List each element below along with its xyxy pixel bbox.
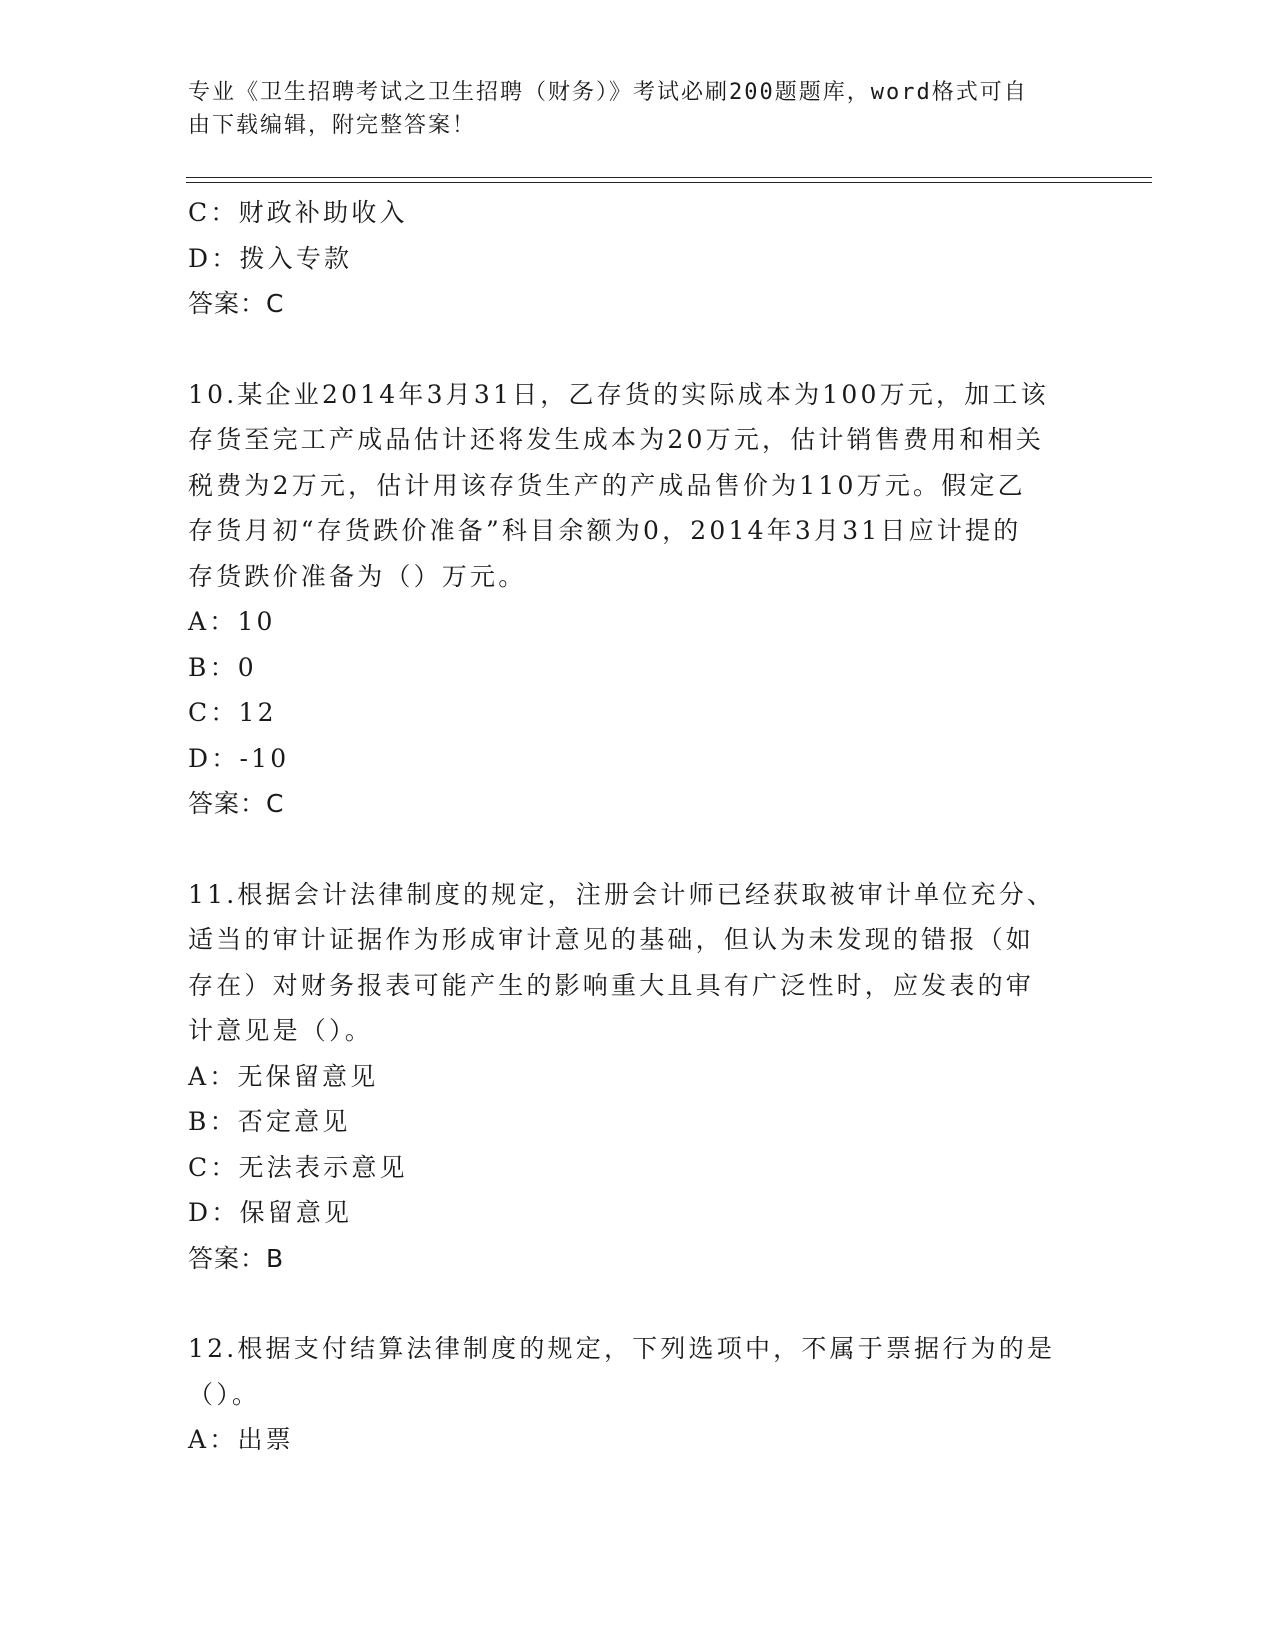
question-text-line: 12.根据支付结算法律制度的规定，下列选项中，不属于票据行为的是	[188, 1334, 1056, 1363]
document-header	[188, 76, 1068, 142]
header-rule-bottom	[186, 182, 1152, 183]
answer-line: 答案：C	[188, 289, 285, 318]
question-text-line: 存货月初“存货跌价准备”科目余额为0，2014年3月31日应计提的	[188, 516, 1022, 545]
question-11	[188, 872, 1088, 1282]
option-b: B：0	[188, 652, 257, 682]
header-line-1: 专业《卫生招聘考试之卫生招聘（财务）》考试必刷200题题库，word格式可自	[188, 80, 1028, 105]
option-c: C：无法表示意见	[188, 1152, 408, 1182]
question-9-tail	[188, 190, 1088, 327]
option-d: D：拨入专款	[188, 243, 353, 273]
header-line-2: 由下载编辑，附完整答案！	[188, 113, 477, 138]
question-text-line: （）。	[188, 1379, 261, 1409]
question-text-line: 存在）对财务报表可能产生的影响重大且具有广泛性时，应发表的审	[188, 970, 1035, 1000]
header-rule-top	[186, 177, 1152, 178]
question-text-line: 11.根据会计法律制度的规定，注册会计师已经获取被审计单位充分、	[188, 879, 1056, 909]
question-text-line: 税费为2万元，估计用该存货生产的产成品售价为110万元。假定乙	[188, 470, 1026, 500]
option-d: D：-10	[188, 743, 290, 773]
option-c: C：财政补助收入	[188, 198, 408, 227]
question-text-line: 计意见是（）。	[188, 1016, 373, 1045]
spacer	[188, 1281, 1088, 1326]
spacer	[188, 327, 1088, 372]
question-12	[188, 1326, 1088, 1463]
question-text-line: 适当的审计证据作为形成审计意见的基础，但认为未发现的错报（如	[188, 925, 1035, 954]
answer-line: 答案：B	[188, 1243, 285, 1273]
question-text-line: 存货至完工产成品估计还将发生成本为20万元，估计销售费用和相关	[188, 425, 1045, 454]
option-a: A：出票	[188, 1425, 294, 1454]
question-text-line: 存货跌价准备为（）万元。	[188, 561, 527, 591]
option-a: A：10	[188, 607, 276, 636]
option-b: B：否定意见	[188, 1107, 351, 1136]
option-d: D：保留意见	[188, 1198, 353, 1227]
question-10	[188, 372, 1088, 827]
option-a: A：无保留意见	[188, 1061, 379, 1091]
document-body	[188, 190, 1088, 1463]
question-text-line: 10.某企业2014年3月31日，乙存货的实际成本为100万元，加工该	[188, 379, 1049, 409]
spacer	[188, 827, 1088, 872]
option-c: C：12	[188, 698, 277, 727]
answer-line: 答案：C	[188, 789, 285, 818]
